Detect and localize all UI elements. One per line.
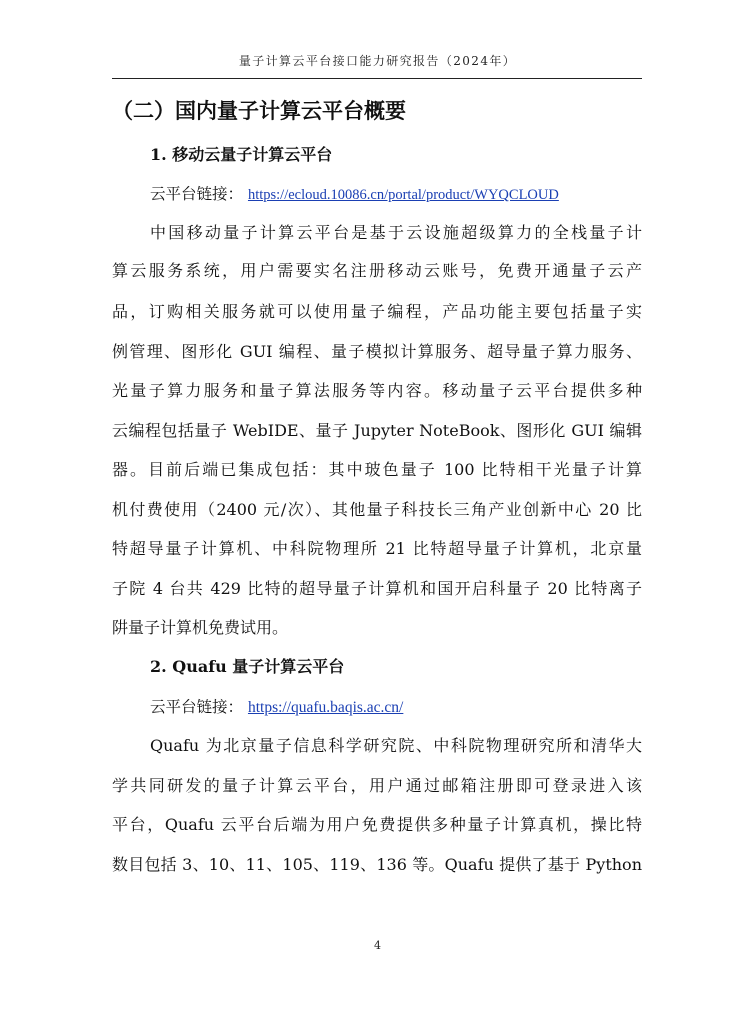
platform1-paragraph-line: 品，订购相关服务就可以使用量子编程，产品功能主要包括量子实 [112,302,642,321]
platform1-link[interactable]: https://ecloud.10086.cn/portal/product/WYQCLOUD [247,187,559,203]
platform1-heading: 1. 移动云量子计算云平台 [150,145,333,164]
platform1-link-line [150,182,559,207]
platform2-paragraph-line: 平台，Quafu 云平台后端为用户免费提供多种量子计算真机，操比特 [112,815,642,834]
platform1-paragraph-line: 例管理、图形化 GUI 编程、量子模拟计算服务、超导量子算力服务、 [112,342,642,361]
platform1-link-label: 云平台链接： [150,185,244,203]
platform2-paragraph-line: 学共同研发的量子计算云平台，用户通过邮箱注册即可登录进入该 [112,776,642,795]
running-header: 量子计算云平台接口能力研究报告（2024年） [238,54,517,68]
platform1-paragraph-line: 子院 4 台共 429 比特的超导量子计算机和国开启科量子 20 比特离子 [112,579,642,598]
platform2-paragraph-line: 数目包括 3、10、11、105、119、136 等。Quafu 提供了基于 Python [112,855,642,874]
platform1-paragraph-line: 中国移动量子计算云平台是基于云设施超级算力的全栈量子计 [150,223,642,242]
platform1-paragraph-line: 特超导量子计算机、中科院物理所 21 比特超导量子计算机，北京量 [112,539,642,558]
platform1-paragraph-line: 阱量子计算机免费试用。 [112,618,289,637]
platform1-paragraph-line: 器。目前后端已集成包括：其中玻色量子 100 比特相干光量子计算 [112,460,642,479]
platform1-paragraph-line: 机付费使用（2400 元/次）、其他量子科技长三角产业创新中心 20 比 [112,500,642,519]
page-number: 4 [374,939,381,952]
platform2-link-line [150,695,403,720]
platform2-heading: 2. Quafu 量子计算云平台 [150,657,345,676]
header-divider [112,78,642,79]
platform2-link-label: 云平台链接： [150,698,244,716]
platform1-paragraph-line: 光量子算力服务和量子算法服务等内容。移动量子云平台提供多种 [112,381,642,400]
platform2-link[interactable]: https://quafu.baqis.ac.cn/ [247,699,404,716]
section-heading: （二）国内量子计算云平台概要 [112,98,406,123]
platform2-paragraph-line: Quafu 为北京量子信息科学研究院、中科院物理研究所和清华大 [150,736,642,755]
platform1-paragraph-line: 算云服务系统，用户需要实名注册移动云账号，免费开通量子云产 [112,261,642,280]
platform1-paragraph-line: 云编程包括量子 WebIDE、量子 Jupyter NoteBook、图形化 GUI 编辑 [112,421,642,440]
